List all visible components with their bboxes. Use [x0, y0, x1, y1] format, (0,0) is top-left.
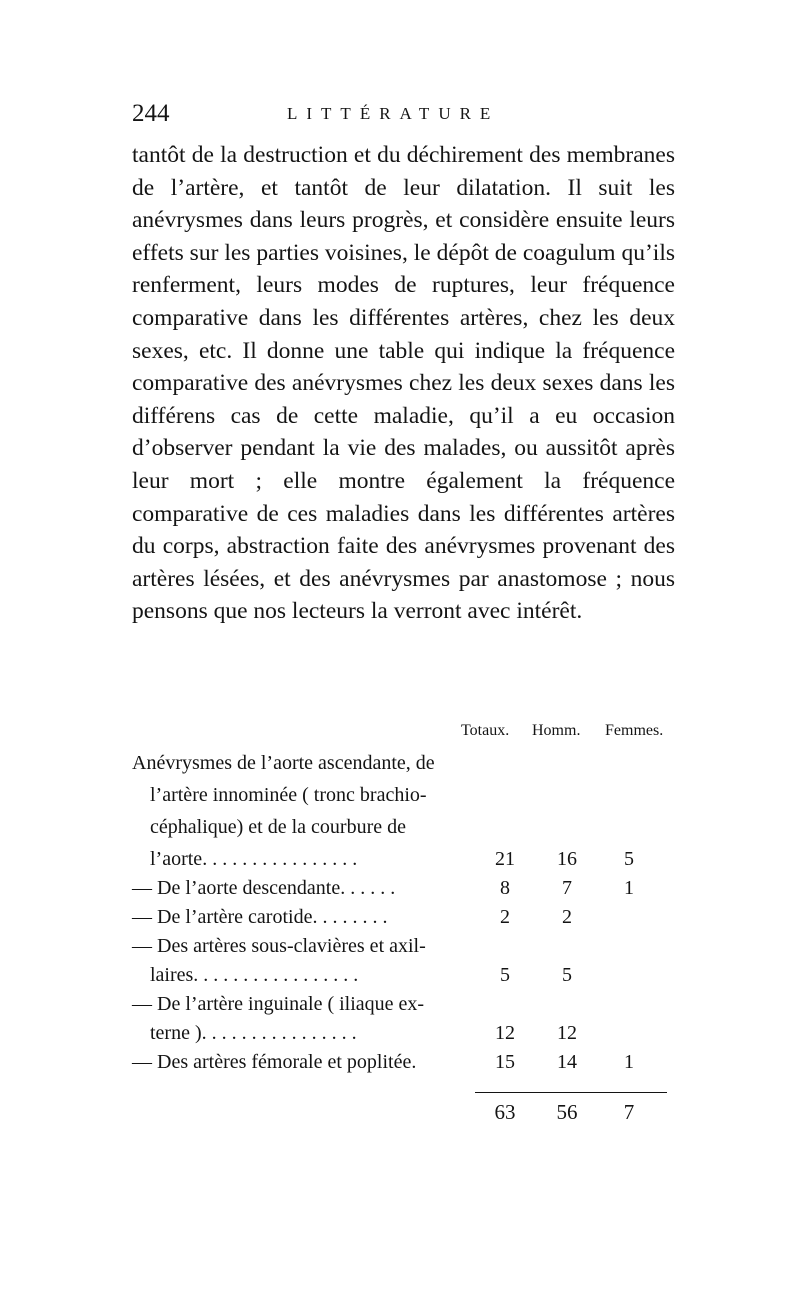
table-row	[0, 877, 800, 907]
page-header	[132, 100, 672, 136]
row-label-line: terne ). . . . . . . . . . . . . . . .	[150, 1022, 357, 1044]
table-row	[0, 1022, 800, 1052]
table-row	[0, 935, 800, 965]
total-femmes: 7	[623, 1100, 635, 1124]
cell-totaux: 8	[500, 877, 510, 899]
row-label-line: céphalique) et de la courbure de	[150, 816, 406, 838]
cell-hommes: 16	[557, 848, 577, 870]
cell-totaux: 2	[500, 906, 510, 928]
table-row	[0, 784, 800, 814]
total-totaux: 63	[494, 1100, 516, 1124]
cell-totaux: 5	[500, 964, 510, 986]
total-hommes: 56	[556, 1100, 578, 1124]
table-row	[0, 906, 800, 936]
row-label-line: — De l’aorte descendante. . . . . .	[132, 877, 396, 899]
cell-totaux: 12	[495, 1022, 515, 1044]
table-row	[0, 848, 800, 878]
row-label-line: l’artère innominée ( tronc brachio-	[150, 784, 427, 806]
cell-hommes: 5	[562, 964, 572, 986]
row-label-line: l’aorte. . . . . . . . . . . . . . . .	[150, 848, 358, 870]
table-row	[0, 1051, 800, 1081]
row-label-line: — Des artères fémorale et poplitée.	[132, 1051, 417, 1073]
cell-hommes: 7	[562, 877, 572, 899]
column-header-femmes: Femmes.	[605, 722, 664, 739]
cell-hommes: 12	[557, 1022, 577, 1044]
table-column-headers	[0, 722, 800, 748]
row-label-line: — De l’artère carotide. . . . . . . .	[132, 906, 388, 928]
row-label-line: Anévrysmes de l’aorte ascendante, de	[132, 752, 435, 774]
body-paragraph: tantôt de la destruction et du déchirement des membranes de l’artère, et tantôt de leur dilatation. Il suit les anévrysmes dans leurs progrès, et considère ensuite leurs effets sur les parties voisines, le dépôt de coagulum qu’ils renferment, leurs modes de ruptures, leur fréquence comparative dans les différentes artères, chez les deux sexes, etc. Il donne une table qui indique la fréquence comparative des anévrysmes chez les deux sexes dans les différens cas de cette maladie, qu’il a eu occasion d’observer pendant la vie des malades, ou aussitôt après leur mort ; elle montre également la fréquence comparative de ces maladies dans les différentes artères du corps, abstraction faite des anévrysmes provenant des artères lésées, et des anévrysmes par anastomose ; nous pensons que nos lecteurs la verront avec intérêt.	[132, 142, 675, 625]
row-label-line: laires. . . . . . . . . . . . . . . . .	[150, 964, 359, 986]
table-row	[0, 964, 800, 994]
row-label-line: — De l’artère inguinale ( iliaque ex-	[132, 993, 425, 1015]
table-row	[0, 752, 800, 782]
cell-totaux: 15	[495, 1051, 515, 1073]
cell-femmes: 1	[624, 877, 634, 899]
page-number: 244	[132, 100, 170, 127]
column-header-totaux: Totaux.	[461, 722, 510, 739]
sum-rule-divider	[475, 1092, 667, 1093]
table-row	[0, 993, 800, 1023]
cell-femmes: 1	[624, 1051, 634, 1073]
row-label-line: — Des artères sous-clavières et axil-	[132, 935, 426, 957]
cell-hommes: 14	[557, 1051, 577, 1073]
aneurysm-frequency-table	[0, 752, 800, 1152]
column-header-hommes: Homm.	[532, 722, 581, 739]
running-title: LITTÉRATURE	[287, 104, 500, 123]
cell-femmes: 5	[624, 848, 634, 870]
table-totals-row	[0, 1100, 800, 1130]
cell-hommes: 2	[562, 906, 572, 928]
table-row	[0, 816, 800, 846]
cell-totaux: 21	[495, 848, 515, 870]
